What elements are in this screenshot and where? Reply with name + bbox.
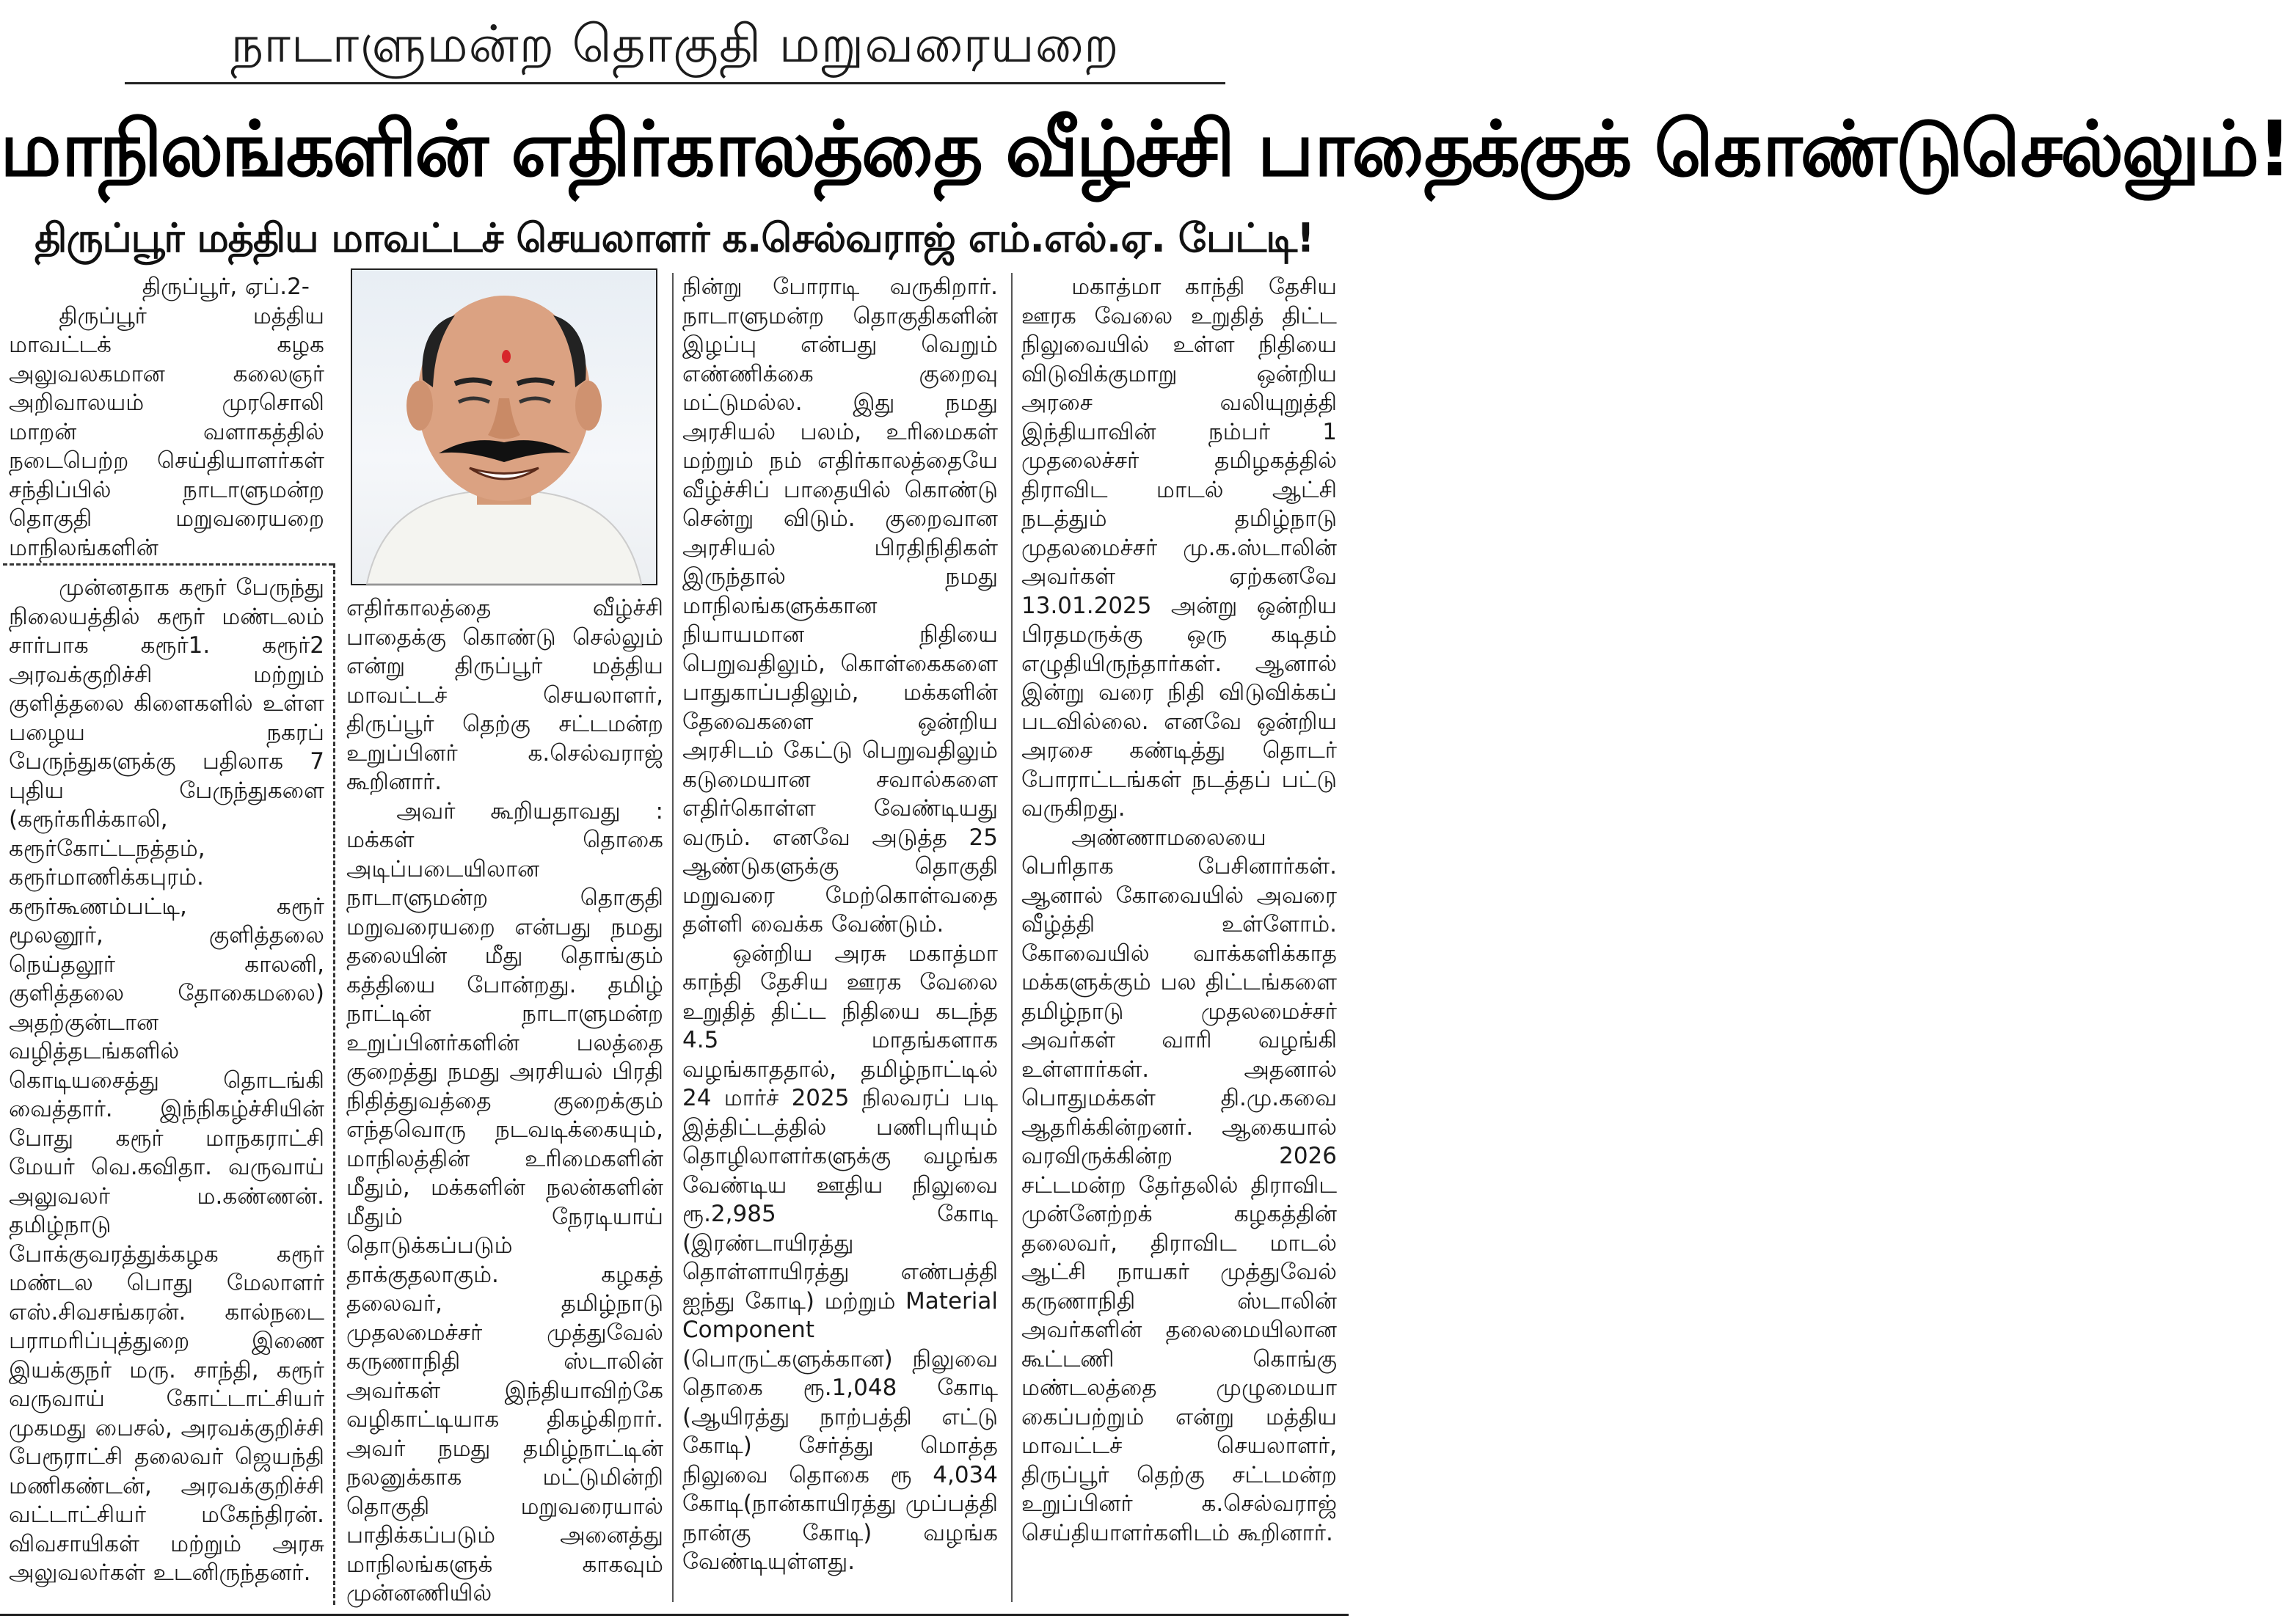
column-2-paragraph-2: அவர் கூறியதாவது : மக்கள் தொகை அடிப்படையிலான நாடாளுமன்ற தொகுதி மறுவரையறை என்பது நமது தலையின் மீது தொங்கும் கத்தியை போன்றது. தமிழ் நாட்டின் நாடாளுமன்ற உறுப்பினர்களின் பலத்தை குறைத்து நமது அரசியல் பிரதி நிதித்துவத்தை குறைக்கும் எந்தவொரு நடவடிக்கையும், மாநிலத்தின் உரிமைகளின் மீதும், மக்களின் நலன்களின் மீதும் நேரடியாய் தொடுக்கப்படும் தாக்குதலாகும். கழகத் தலைவர், தமிழ்நாடு முதலமைச்சர் முத்துவேல் கருணாநிதி ஸ்டாலின் அவர்கள் இந்தியாவிற்கே வழிகாட்டியாக திகழ்கிறார். அவர் நமது தமிழ்நாட்டின் நலனுக்காக மட்டுமின்றி தொகுதி மறுவரையால் பாதிக்கப்படும் அனைத்து மாநிலங்களுக் காகவும் முன்னணியில்	[346, 797, 663, 1606]
column-4-paragraph-1: மகாத்மா காந்தி தேசிய ஊரக வேலை உறுதித் திட்ட நிலுவையில் உள்ள நிதியை விடுவிக்குமாறு ஒன்றிய அரசை வலியுறுத்தி இந்தியாவின் நம்பர் 1 முதலைச்சர் தமிழகத்தில் திராவிட மாடல் ஆட்சி நடத்தும் தமிழ்நாடு முதலமைச்சர் மு.க.ஸ்டாலின் அவர்கள் ஏற்கனவே 13.01.2025 அன்று ஒன்றிய பிரதமருக்கு ஒரு கடிதம் எழுதியிருந்தார்கள். ஆனால் இன்று வரை நிதி விடுவிக்கப் படவில்லை. எனவே ஒன்றிய அரசை கண்டித்து தொடர் போராட்டங்கள் நடத்தப் பட்டு வருகிறது.	[1021, 274, 1337, 822]
portrait-illustration	[352, 270, 656, 584]
kicker-title: நாடாளுமன்ற தொகுதி மறுவரையறை	[230, 14, 1120, 74]
subheadline: திருப்பூர் மத்திய மாவட்டச் செயலாளர் க.செல்வராஜ் எம்.எல்.ஏ. பேட்டி!	[34, 215, 1314, 261]
column-3-paragraph-1: நின்று போராடி வருகிறார். நாடாளுமன்ற தொகுதிகளின் இழப்பு என்பது வெறும் எண்ணிக்கை குறைவு மட்டுமல்ல. இது நமது அரசியல் பலம், உரிமைகள் மற்றும் நம் எதிர்காலத்தையே வீழ்ச்சிப் பாதையில் கொண்டு சென்று விடும். குறைவான அரசியல் பிரதிநிதிகள் இருந்தால் நமது மாநிலங்களுக்கான நியாயமான நிதியை பெறுவதிலும், கொள்கைகளை பாதுகாப்பதிலும், மக்களின் தேவைகளை ஒன்றிய அரசிடம் கேட்டு பெறுவதிலும் கடுமையான சவால்களை எதிர்கொள்ள வேண்டியது வரும். எனவே அடுத்த 25 ஆண்டுகளுக்கு தொகுதி மறுவரை மேற்கொள்வதை தள்ளி வைக்க வேண்டும்.	[682, 274, 998, 937]
portrait-photo	[351, 268, 657, 585]
column-divider	[672, 273, 674, 1602]
box-border-top	[3, 563, 333, 566]
dateline: திருப்பூர், ஏப்.2-	[142, 274, 310, 300]
box-border-right	[333, 563, 335, 1605]
column-2-paragraph-1: எதிர்காலத்தை வீழ்ச்சி பாதைக்கு கொண்டு செல்லும் என்று திருப்பூர் மத்திய மாவட்டச் செயலாளர், திருப்பூர் தெற்கு சட்டமன்ற உறுப்பினர் க.செல்வராஜ் கூறினார்.	[346, 595, 663, 795]
column-3	[682, 273, 998, 1601]
lead-paragraph: திருப்பூர் மத்திய மாவட்டக் கழக அலுவலகமான கலைஞர் அறிவாலயம் முரசொலி மாறன் வளாகத்தில் நடைபெற்ற செய்தியாளர்கள் சந்திப்பில் நாடாளுமன்ற தொகுதி மறுவரையறை மாநிலங்களின்	[9, 302, 324, 561]
box-story	[9, 574, 324, 1593]
column-4-paragraph-2: அண்ணாமலையை பெரிதாக பேசினார்கள். ஆனால் கோவையில் அவரை வீழ்த்தி உள்ளோம். கோவையில் வாக்களிக்காத மக்களுக்கும் பல திட்டங்களை தமிழ்நாடு முதலமைச்சர் அவர்கள் வாரி வழங்கி உள்ளார்கள். அதனால் பொதுமக்கள் தி.மு.கவை ஆதரிக்கின்றனர். ஆகையால் வரவிருக்கின்ற 2026 சட்டமன்ற தேர்தலில் திராவிட முன்னேற்றக் கழகத்தின் தலைவர், திராவிட மாடல் ஆட்சி நாயகர் முத்துவேல் கருணாநிதி ஸ்டாலின் அவர்களின் தலைமையிலான கூட்டணி கொங்கு மண்டலத்தை முழுமையா கைப்பற்றும் என்று மத்திய மாவட்டச் செயலாளர், திருப்பூர் தெற்கு சட்டமன்ற உறுப்பினர் க.செல்வராஜ் செய்தியாளர்களிடம் கூறினார்.	[1021, 824, 1337, 1546]
column-1-lead	[9, 273, 324, 559]
column-4	[1021, 273, 1337, 1601]
bottom-rule	[0, 1614, 1349, 1616]
column-3-paragraph-2: ஒன்றிய அரசு மகாத்மா காந்தி தேசிய ஊரக வேலை உறுதித் திட்ட நிதியை கடந்த 4.5 மாதங்களாக வழங்காததால், தமிழ்நாட்டில் 24 மார்ச் 2025 நிலவரப் படி இத்திட்டத்தில் பணிபுரியும் தொழிலாளர்களுக்கு வழங்க வேண்டிய ஊதிய நிலுவை ரூ.2,985 கோடி (இரண்டாயிரத்து தொள்ளாயிரத்து எண்பத்தி ஐந்து கோடி) மற்றும் Material Component (பொருட்களுக்கான) நிலுவை தொகை ரூ.1,048 கோடி (ஆயிரத்து நாற்பத்தி எட்டு கோடி) சேர்த்து மொத்த நிலுவை தொகை ரூ 4,034 கோடி(நான்காயிரத்து முப்பத்தி நான்கு கோடி) வழங்க வேண்டியுள்ளது.	[682, 940, 998, 1575]
headline: மாநிலங்களின் எதிர்காலத்தை வீழ்ச்சி பாதைக்குக் கொண்டுசெல்லும்!	[0, 104, 2290, 194]
kicker-banner	[125, 4, 1225, 84]
box-story-text: முன்னதாக கரூர் பேருந்து நிலையத்தில் கரூர் மண்டலம் சார்பாக கரூர்1. கரூர்2 அரவக்குறிச்சி மற்றும் குளித்தலை கிளைகளில் உள்ள பழைய நகரப் பேருந்துகளுக்கு பதிலாக 7 புதிய பேருந்துகளை (கரூர்கரிக்காலி, கரூர்கோட்டநத்தம், கரூர்மாணிக்கபுரம். கரூர்கூணம்பட்டி, கரூர் மூலனூர், குளித்தலை நெய்தலூர் காலனி, குளித்தலை தோகைமலை) அதற்குன்டான வழித்தடங்களில் கொடியசைத்து தொடங்கி வைத்தார். இந்நிகழ்ச்சியின் போது கரூர் மாநகராட்சி மேயர் வெ.கவிதா. வருவாய் அலுவலர் ம.கண்ணன். தமிழ்நாடு போக்குவரத்துக்கழக கரூர் மண்டல பொது மேலாளர் எஸ்.சிவசங்கரன். கால்நடை பராமரிப்புத்துறை இணை இயக்குநர் மரு. சாந்தி, கரூர் வருவாய் கோட்டாட்சியர் முகமது பைசல், அரவக்குறிச்சி பேரூராட்சி தலைவர் ஜெயந்தி மணிகண்டன், அரவக்குறிச்சி வட்டாட்சியர் மகேந்திரன். விவசாயிகள் மற்றும் அரசு அலுவலர்கள் உடனிருந்தனர்.	[9, 574, 324, 1586]
column-2	[346, 594, 663, 1606]
column-divider	[1011, 273, 1013, 1602]
kicker-underline	[125, 82, 1225, 84]
